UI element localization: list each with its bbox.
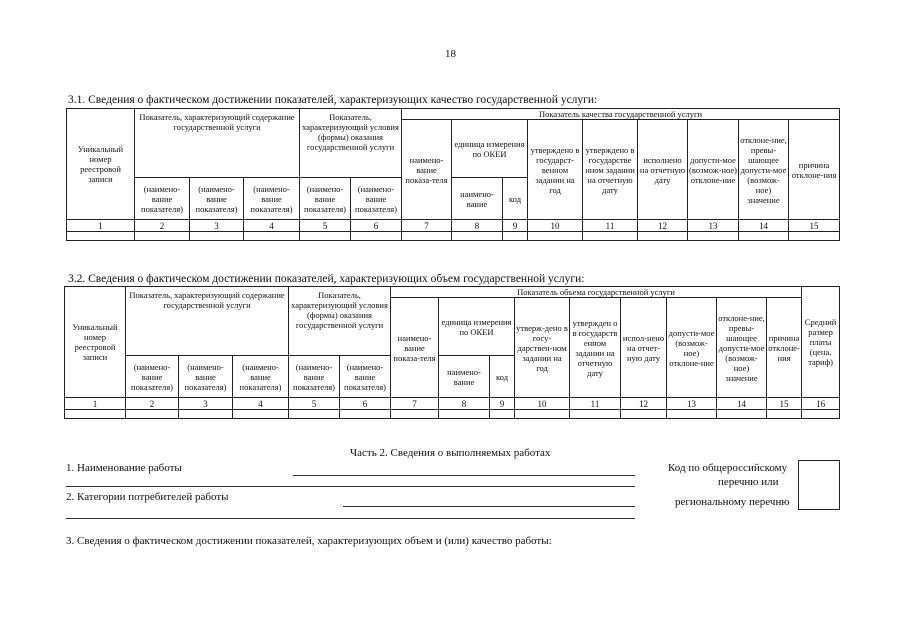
column-number: 1 <box>67 220 135 232</box>
header-exceeding-deviation: отклоне-ние, превы-шающее допусти-мое (возмож-ное) значение <box>739 120 789 220</box>
table-row <box>65 410 840 419</box>
header-unit-code: код <box>490 356 515 398</box>
subheader-indicator-name: (наимено-вание показателя) <box>289 356 340 398</box>
column-number: 12 <box>621 398 667 410</box>
column-number: 14 <box>739 220 789 232</box>
volume-indicators-table <box>64 286 840 419</box>
consumers-line-2 <box>66 518 635 519</box>
subheader-indicator-name: (наимено-вание показателя) <box>179 356 233 398</box>
subheader-indicator-name: (наимено-вание показателя) <box>135 178 190 220</box>
header-executed: испол-нено на отчет-ную дату <box>621 298 667 398</box>
column-number: 10 <box>528 220 583 232</box>
subheader-indicator-name: (наимено-вание показателя) <box>351 178 402 220</box>
code-label-line-3: региональному перечню <box>675 496 790 508</box>
header-content-indicator: Показатель, характеризующий содержание государственной услуги <box>126 287 289 356</box>
header-approved-task: утверж-дено в госу-дарствен-ном задании на год <box>515 298 570 398</box>
section-3-1-title: 3.1. Сведения о фактическом достижении показателей, характеризующих качество государственной услуги: <box>68 94 598 106</box>
header-quality-indicator: Показатель качества государственной услуги <box>402 109 840 120</box>
column-number: 13 <box>688 220 739 232</box>
column-number: 9 <box>490 398 515 410</box>
subheader-indicator-name: (наимено-вание показателя) <box>300 178 351 220</box>
column-number: 12 <box>638 220 688 232</box>
work-name-label: 1. Наименование работы <box>66 462 182 474</box>
header-deviation-reason: причина отклоне-ния <box>789 120 840 220</box>
header-exceeding-deviation: отклоне-ние, превы-шающее допусти-мое (возмож-ное) значение <box>717 298 767 398</box>
subheader-indicator-name: (наимено-вание показателя) <box>126 356 179 398</box>
column-number: 3 <box>179 398 233 410</box>
header-conditions-indicator: Показатель, характеризующий условия (формы) оказания государственной услуги <box>300 109 402 178</box>
column-number: 10 <box>515 398 570 410</box>
consumers-line <box>343 506 635 507</box>
column-number: 8 <box>439 398 490 410</box>
column-number: 15 <box>789 220 840 232</box>
column-number: 11 <box>570 398 621 410</box>
column-number: 5 <box>289 398 340 410</box>
subheader-indicator-name: (наимено-вание показателя) <box>190 178 244 220</box>
consumers-label: 2. Категории потребителей работы <box>66 491 229 503</box>
column-number: 2 <box>135 220 190 232</box>
header-indicator-name: наимено-вание показа-теля <box>402 120 452 220</box>
header-conditions-indicator: Показатель, характеризующий условия (формы) оказания государственной услуги <box>289 287 391 356</box>
column-number: 4 <box>233 398 289 410</box>
column-number: 2 <box>126 398 179 410</box>
column-number: 11 <box>583 220 638 232</box>
work-name-line <box>293 475 635 476</box>
header-unit-name: наимено-вание <box>452 178 503 220</box>
column-number: 5 <box>300 220 351 232</box>
quality-indicators-table <box>66 108 840 241</box>
subheader-indicator-name: (наимено-вание показателя) <box>233 356 289 398</box>
column-number: 15 <box>767 398 802 410</box>
column-number: 13 <box>667 398 717 410</box>
section-3-title: 3. Сведения о фактическом достижении показателей, характеризующих объем и (или) качество работы: <box>66 535 552 547</box>
column-number: 9 <box>503 220 528 232</box>
header-approved-task: утверждено в государст-венном задании на год <box>528 120 583 220</box>
column-number: 16 <box>802 398 840 410</box>
section-3-2-title: 3.2. Сведения о фактическом достижении показателей, характеризующих объем государственной услуги: <box>68 273 585 285</box>
column-number: 7 <box>402 220 452 232</box>
page-number: 18 <box>445 48 456 60</box>
subheader-indicator-name: (наимено-вание показателя) <box>244 178 300 220</box>
header-executed: исполнено на отчетную дату <box>638 120 688 220</box>
column-number: 7 <box>391 398 439 410</box>
column-number: 6 <box>351 220 402 232</box>
header-approved-date: утвержден о в государств енном задании на отчетную дату <box>570 298 621 398</box>
subheader-indicator-name: (наимено-вание показателя) <box>340 356 391 398</box>
header-unit-code: код <box>503 178 528 220</box>
code-label-line-1: Код по общероссийскому <box>668 462 788 474</box>
header-volume-indicator: Показатель объема государственной услуги <box>391 287 802 298</box>
part-2-title: Часть 2. Сведения о выполняемых работах <box>350 447 551 459</box>
column-number: 6 <box>340 398 391 410</box>
table-row <box>67 232 840 241</box>
work-name-line-2 <box>66 486 635 487</box>
header-approved-date: утверждено в государстве нном задании на отчетную дату <box>583 120 638 220</box>
header-indicator-name: наимено-вание показа-теля <box>391 298 439 398</box>
header-allowed-deviation: допусти-мое (возмож-ное) отклоне-ние <box>688 120 739 220</box>
header-allowed-deviation: допусти-мое (возмож-ное) отклоне-ние <box>667 298 717 398</box>
header-unique-number: Уникальный номер реестровой записи <box>67 109 135 220</box>
header-unit: единица измерения по ОКЕИ <box>439 298 515 356</box>
column-number: 3 <box>190 220 244 232</box>
header-deviation-reason: причина отклоне-ния <box>767 298 802 398</box>
code-label-line-2: перечню или <box>718 476 779 488</box>
column-number: 1 <box>65 398 126 410</box>
column-number: 4 <box>244 220 300 232</box>
header-unit-name: наимено-вание <box>439 356 490 398</box>
column-number: 8 <box>452 220 503 232</box>
header-average-price: Средний размер платы (цена, тариф) <box>802 287 840 398</box>
header-unit: единица измерения по ОКЕИ <box>452 120 528 178</box>
registry-code-box[interactable] <box>798 460 840 510</box>
column-number: 14 <box>717 398 767 410</box>
header-unique-number: Уникальный номер реестровой записи <box>65 287 126 398</box>
header-content-indicator: Показатель, характеризующий содержание государственной услуги <box>135 109 300 178</box>
